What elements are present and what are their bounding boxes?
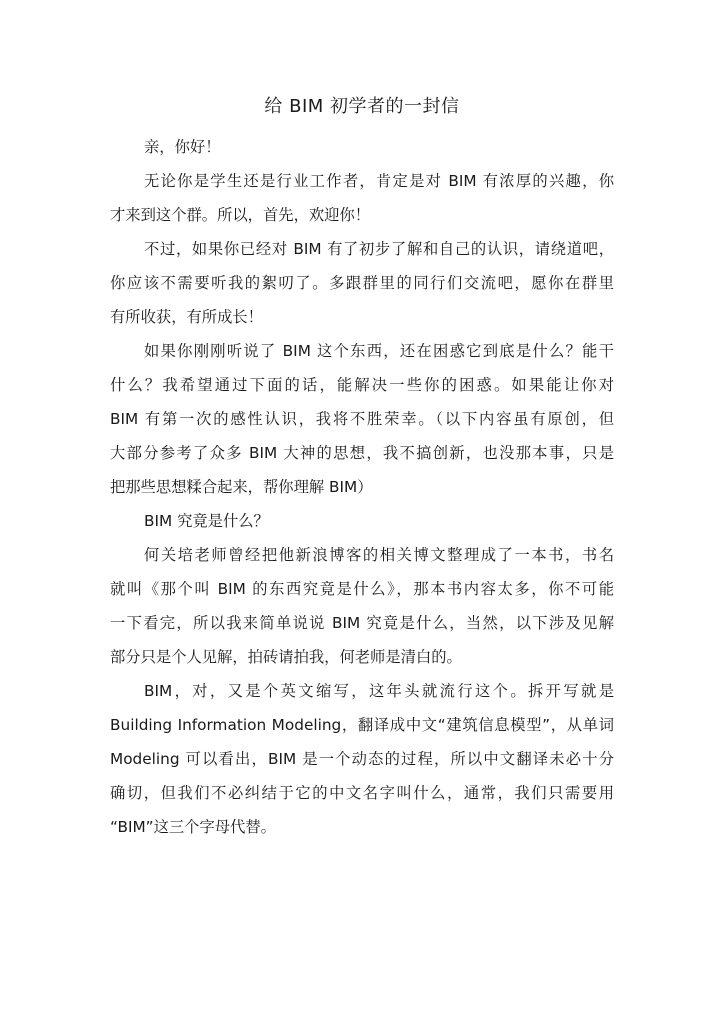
paragraph-line: 不过，如果你已经对 BIM 有了初步了解和自己的认识，请绕道吧， bbox=[144, 240, 614, 258]
paragraph-line: 把那些思想糅合起来，帮你理解 BIM） bbox=[110, 478, 373, 496]
paragraph-line: 部分只是个人见解，拍砖请拍我，何老师是清白的。 bbox=[110, 648, 462, 666]
paragraph-line: 什么？我希望通过下面的话，能解决一些你的困惑。如果能让你对 bbox=[110, 376, 614, 394]
document-title: 给 BIM 初学者的一封信 bbox=[264, 96, 460, 117]
paragraph-line: 才来到这个群。所以，首先，欢迎你！ bbox=[110, 206, 371, 224]
paragraph-line: 何关培老师曾经把他新浪博客的相关博文整理成了一本书，书名 bbox=[144, 546, 614, 564]
paragraph-line: Building Information Modeling，翻译成中文“建筑信息模型”，从单词 bbox=[110, 716, 614, 734]
paragraph-line: 就叫《那个叫 BIM 的东西究竟是什么》，那本书内容太多，你不可能 bbox=[110, 580, 614, 598]
greeting-line: 亲，你好！ bbox=[144, 138, 221, 156]
paragraph-line: 一下看完，所以我来简单说说 BIM 究竟是什么，当然，以下涉及见解 bbox=[110, 614, 614, 632]
paragraph-line: BIM 有第一次的感性认识，我将不胜荣幸。（以下内容虽有原创，但 bbox=[110, 410, 614, 428]
paragraph-line: 无论你是学生还是行业工作者，肯定是对 BIM 有浓厚的兴趣，你 bbox=[144, 172, 614, 190]
paragraph-line: “BIM”这三个字母代替。 bbox=[110, 818, 276, 836]
paragraph-line: 确切，但我们不必纠结于它的中文名字叫什么，通常，我们只需要用 bbox=[110, 784, 614, 802]
document-body bbox=[110, 130, 614, 844]
section-heading: BIM 究竟是什么？ bbox=[144, 512, 269, 530]
paragraph-line: BIM，对，又是个英文缩写，这年头就流行这个。拆开写就是 bbox=[144, 682, 614, 700]
paragraph-line: 如果你刚刚听说了 BIM 这个东西，还在困惑它到底是什么？能干 bbox=[144, 342, 614, 360]
paragraph-line: 你应该不需要听我的絮叨了。多跟群里的同行们交流吧，愿你在群里 bbox=[110, 274, 614, 292]
paragraph-line: 大部分参考了众多 BIM 大神的思想，我不搞创新，也没那本事，只是 bbox=[110, 444, 614, 462]
paragraph-line: Modeling 可以看出，BIM 是一个动态的过程，所以中文翻译未必十分 bbox=[110, 750, 614, 768]
paragraph-line: 有所收获，有所成长！ bbox=[110, 308, 263, 326]
